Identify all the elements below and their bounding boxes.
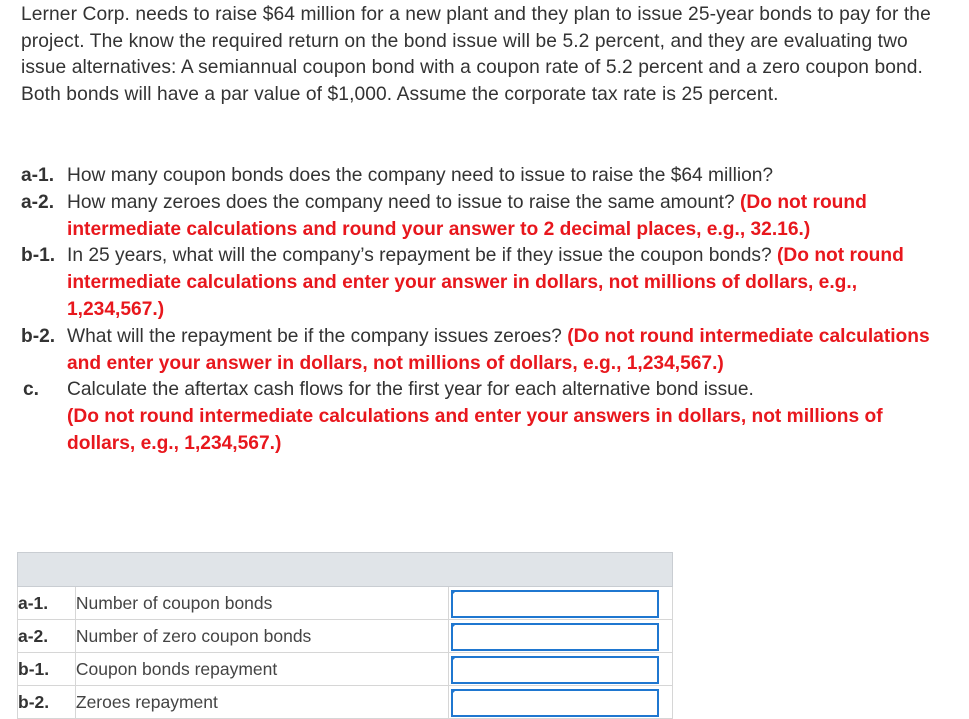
answer-input-coupon-repayment[interactable] — [451, 656, 659, 684]
question-text: How many zeroes does the company need to issue to raise the same amount? — [67, 191, 735, 213]
table-row — [18, 587, 673, 620]
row-description: Coupon bonds repayment — [75, 653, 448, 686]
question-label: b-2. — [21, 325, 56, 347]
question-label: a-2. — [21, 191, 55, 213]
table-header — [18, 553, 673, 587]
question-a2 — [21, 190, 956, 244]
row-label: b-1. — [18, 653, 76, 686]
row-label: a-2. — [18, 620, 76, 653]
question-label: a-1. — [21, 165, 55, 186]
answer-input-zero-coupon-bonds[interactable] — [451, 623, 659, 651]
row-label: b-2. — [18, 686, 76, 719]
question-label: b-1. — [21, 245, 56, 267]
row-description: Number of zero coupon bonds — [75, 620, 448, 653]
question-instruction: (Do not round intermediate calculations and enter your answer in dollars, not millions of dollars, e.g., 1,234,567.) — [67, 245, 904, 320]
question-b2 — [21, 324, 956, 378]
answer-input-zeroes-repayment[interactable] — [451, 689, 659, 717]
question-instruction: (Do not round intermediate calculations and enter your answers in dollars, not millions of dollars, e.g., 1,234,567.) — [67, 406, 883, 454]
question-b1 — [21, 243, 956, 323]
problem-statement: Lerner Corp. needs to raise $64 million for a new plant and they plan to issue 25-year bonds to pay for the project. The know the required return on the bond issue will be 5.2 percent, and they are evaluating two issue alternatives: A semiannual coupon bond with a coupon rate of 5.2 percent and a zero coupon bond. Both bonds will have a par value of $1,000. Assume the corporate tax rate is 25 percent. — [21, 4, 931, 105]
question-a1 — [21, 163, 956, 190]
question-list — [21, 163, 956, 458]
question-text: Calculate the aftertax cash flows for the first year for each alternative bond issue. — [67, 379, 754, 401]
row-description: Zeroes repayment — [75, 686, 448, 719]
row-description: Number of coupon bonds — [75, 587, 448, 620]
question-text: How many coupon bonds does the company need to issue to raise the $64 million? — [67, 165, 774, 186]
question-text: In 25 years, what will the company’s repayment be if they issue the coupon bonds? — [67, 245, 772, 267]
table-row — [18, 620, 673, 653]
question-instruction: (Do not round intermediate calculations and round your answer to 2 decimal places, e.g., 32.16.) — [67, 191, 867, 240]
question-c — [21, 377, 956, 457]
question-instruction: (Do not round intermediate calculations and enter your answer in dollars, not millions of dollars, e.g., 1,234,567.) — [67, 325, 930, 374]
row-label: a-1. — [18, 587, 76, 620]
question-text: What will the repayment be if the company issues zeroes? — [67, 325, 562, 347]
answer-input-coupon-bonds[interactable] — [451, 590, 659, 618]
input-marker-icon — [451, 590, 457, 596]
table-row — [18, 653, 673, 686]
input-marker-icon — [451, 689, 457, 695]
table-row — [18, 686, 673, 719]
question-label: c. — [23, 379, 40, 401]
input-marker-icon — [451, 656, 457, 662]
answer-table — [17, 552, 673, 719]
input-marker-icon — [451, 623, 457, 629]
